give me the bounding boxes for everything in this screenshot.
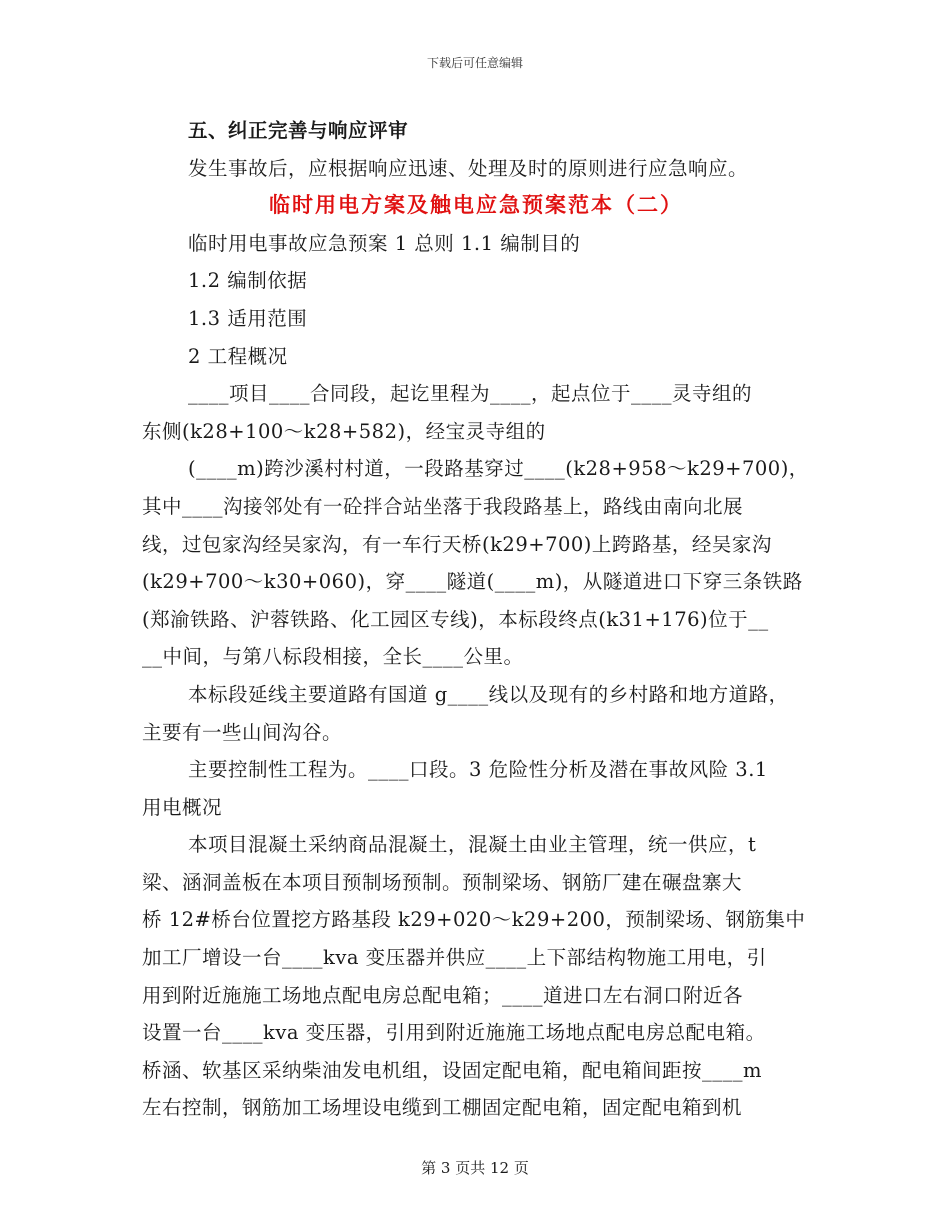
paragraph-line: 线，过包家沟经吴家沟，有一车行天桥(k29+700)上跨路基，经吴家沟 [142,532,772,556]
paragraph-line: 桥涵、软基区采纳柴油发电机组，设固定配电箱，配电箱间距按____m [142,1058,762,1082]
section-text: 发生事故后，应根据响应迅速、处理及时的原则进行应急响应。 [188,156,749,180]
paragraph-line: 设置一台____kva 变压器，引用到附近施施工场地点配电房总配电箱。 [142,1021,766,1045]
paragraph-line: 本项目混凝土采纳商品混凝土，混凝土由业主管理，统一供应，t [188,833,757,857]
paragraph-line: 1.3 适用范围 [188,306,308,330]
document-body [142,112,810,1127]
paragraph-line: 东侧(k28+100～k28+582)，经宝灵寺组的 [142,419,546,443]
paragraph-line: 临时用电事故应急预案 1 总则 1.1 编制目的 [188,231,581,255]
paragraph-line: 主要有一些山间沟谷。 [142,720,343,744]
document-title: 临时用电方案及触电应急预案范本（二） [269,193,683,218]
paragraph-line: 桥 12#桥台位置挖方路基段 k29+020～k29+200，预制梁场、钢筋集中 [142,908,806,932]
paragraph-line: (____m)跨沙溪村村道，一段路基穿过____(k28+958～k29+700)， [188,457,809,481]
paragraph-line: ____项目____合同段，起讫里程为____，起点位于____灵寺组的 [188,382,753,406]
paragraph-line: 梁、涵洞盖板在本项目预制场预制。预制梁场、钢筋厂建在碾盘寨大 [142,870,743,894]
page-footer: 第 3 页共 12 页 [421,1159,529,1177]
paragraph-line: 加工厂增设一台____kva 变压器并供应____上下部结构物施工用电，引 [142,946,767,970]
paragraph-line: (郑渝铁路、沪蓉铁路、化工园区专线)，本标段终点(k31+176)位于__ [142,607,769,631]
paragraph-line: 2 工程概况 [188,344,288,368]
paragraph-line: 用电概况 [142,795,223,819]
paragraph-line: 用到附近施施工场地点配电房总配电箱；____道进口左右洞口附近各 [142,983,744,1007]
paragraph-line: 主要控制性工程为。____口段。3 危险性分析及潜在事故风险 3.1 [188,758,768,782]
paragraph-line: 左右控制，钢筋加工场埋设电缆到工棚固定配电箱，固定配电箱到机 [142,1096,743,1120]
header-note: 下载后可任意编辑 [426,56,523,70]
paragraph-line: __中间，与第八标段相接，全长____公里。 [142,645,524,669]
section-heading: 五、纠正完善与响应评审 [188,119,409,142]
paragraph-line: 1.2 编制依据 [188,269,308,293]
paragraph-line: 本标段延线主要道路有国道 g____线以及现有的乡村路和地方道路， [188,682,789,706]
paragraph-line: (k29+700～k30+060)，穿____隧道(____m)，从隧道进口下穿三条铁路 [142,570,803,594]
paragraph-line: 其中____沟接邻处有一砼拌合站坐落于我段路基上，路线由南向北展 [142,494,744,518]
